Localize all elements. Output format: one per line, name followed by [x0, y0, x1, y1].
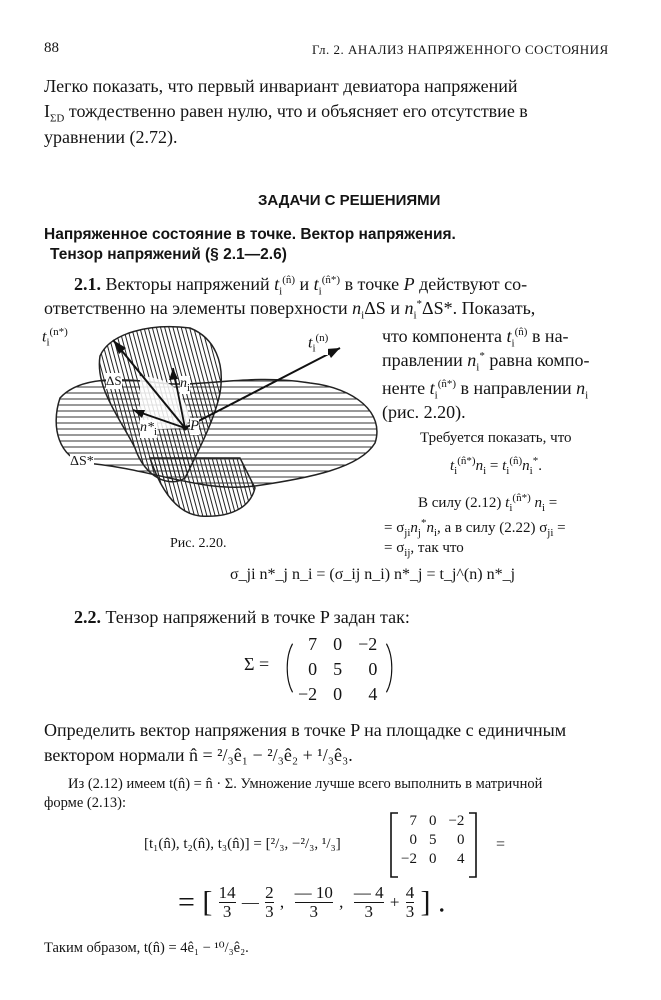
- point-p: [183, 426, 188, 431]
- matrix-equals: =: [496, 836, 506, 853]
- frac-4: $\frac{— 4}{3}$: [353, 883, 384, 921]
- label-n-i: $n_i$: [180, 376, 191, 394]
- figure-svg: [40, 318, 380, 533]
- label-delta-s-star: ΔS*: [70, 454, 94, 469]
- problem-number: 2.1.: [74, 274, 101, 294]
- page-number: 88: [44, 40, 59, 56]
- problem-21-line-1: 2.1. Векторы напряжений $t_i^{(n̂)}$ и $t_i^{(n̂*)}$ в точке P действуют со-: [74, 274, 528, 298]
- row-vector-equation: [t₁(n̂), t₂(n̂), t₃(n̂)] = [²/₃, −²/₃, ¹/₃]: [144, 836, 341, 852]
- intro-line-1: Легко показать, что первый инвариант девиатора напряжений: [44, 76, 518, 96]
- problem-21-right-1: что компонента $t_i^{(n̂)}$ в на-: [382, 326, 569, 350]
- section-title: ЗАДАЧИ С РЕШЕНИЯМИ: [258, 192, 441, 209]
- problem-22-number: 2.2.: [74, 607, 101, 627]
- label-p: P: [190, 418, 200, 434]
- matrix-2-left-bracket: [389, 812, 399, 878]
- intro-line-2: $I_{\Sigma D}$ тождественно равен нулю, что и объясняет его отсутствие в: [44, 101, 528, 125]
- by-line-3: = $\sigma_{ij}$, так что: [384, 540, 464, 559]
- figure-2-20: [40, 318, 380, 533]
- result-vector: = [ $\frac{14}{3}$ — $\frac{2}{3}$ , $\frac{— 10}{3}$ , $\frac{— 4}{3}$ + $\frac{4}{3}$ ] .: [178, 883, 446, 921]
- result-close-bracket: ] .: [420, 885, 446, 919]
- section-subtitle-1: Напряженное состояние в точке. Вектор напряжения.: [44, 226, 456, 243]
- label-t-n: $t_i^{(n)}$: [308, 332, 329, 355]
- stress-matrix-2: 7 0 −2 0 5 0 −2 0 4: [395, 812, 470, 869]
- invariant-symbol: I: [44, 101, 50, 121]
- problem-21-right-2: правлении $n_i^*$ равна компо-: [382, 350, 590, 374]
- by-line-2: = $\sigma_{ji}n_j^*n_i$, а в силу (2.22) $\sigma_{ji}$ =: [384, 517, 566, 539]
- label-delta-s: ΔS: [106, 373, 122, 388]
- by-line-1: В силу (2.12) $t_i^{(n̂*)}$ $n_i$ =: [418, 492, 558, 514]
- frac-5: $\frac{4}{3}$: [405, 883, 415, 921]
- intro-line-3: уравнении (2.72).: [44, 127, 178, 147]
- section-subtitle-2: Тензор напряжений (§ 2.1—2.6): [50, 246, 287, 263]
- figure-caption: Рис. 2.20.: [170, 536, 227, 551]
- requirement-text: Требуется показать, что: [420, 430, 572, 446]
- frac-2: $\frac{2}{3}$: [265, 883, 274, 921]
- problem-22-define-1: Определить вектор напряжения в точке P на площадке с единичным: [44, 720, 567, 740]
- solution-line-1: Из (2.12) имеем t(n̂) = n̂ · Σ. Умножение лучше всего выполнить в матричной: [68, 776, 543, 792]
- label-n-star: $n*_i$: [140, 420, 158, 438]
- matrix-2-right-bracket: [468, 812, 478, 878]
- result-open-bracket: = [: [178, 885, 213, 919]
- matrix-left-bracket: [284, 632, 294, 704]
- sigma-symbol: Σ =: [244, 654, 270, 674]
- problem-21-final-equation: σ_ji n*_j n_i = (σ_ij n_i) n*_j = t_j^(n) n*_j: [230, 566, 516, 583]
- problem-22-line-1: 2.2. Тензор напряжений в точке P задан так:: [74, 607, 410, 627]
- problem-21-right-3: ненте $t_i^{(n̂*)}$ в направлении $n_i$: [382, 378, 589, 402]
- problem-21-line-2: ответственно на элементы поверхности $n_i\Delta S$ и $n_i^*\Delta S*$. Показать,: [44, 298, 536, 322]
- problem-22-define-2: вектором нормали n̂ = ²/₃ê₁ − ²/₃ê₂ + ¹/₃ê₃.: [44, 745, 353, 765]
- problem-21-right-4: (рис. 2.20).: [382, 402, 466, 422]
- matrix-right-bracket: [385, 632, 395, 704]
- frac-1: $\frac{14}{3}$: [218, 883, 236, 921]
- chapter-title: Гл. 2. АНАЛИЗ НАПРЯЖЕННОГО СОСТОЯНИЯ: [312, 42, 609, 57]
- frac-3: $\frac{— 10}{3}$: [294, 883, 333, 921]
- stress-matrix: 7 0 −2 0 5 0 −2 0 4: [290, 632, 385, 707]
- solution-final: Таким образом, t(n̂) = 4ê₁ − ¹⁰/₃ê₂.: [44, 940, 249, 956]
- label-t-star: $t_i^{(n*)}$: [42, 326, 68, 349]
- requirement-equation: $t_i^{(n̂*)}n_i = t_i^{(n̂)}n_i^*$.: [450, 455, 542, 477]
- solution-line-2: форме (2.13):: [44, 795, 126, 811]
